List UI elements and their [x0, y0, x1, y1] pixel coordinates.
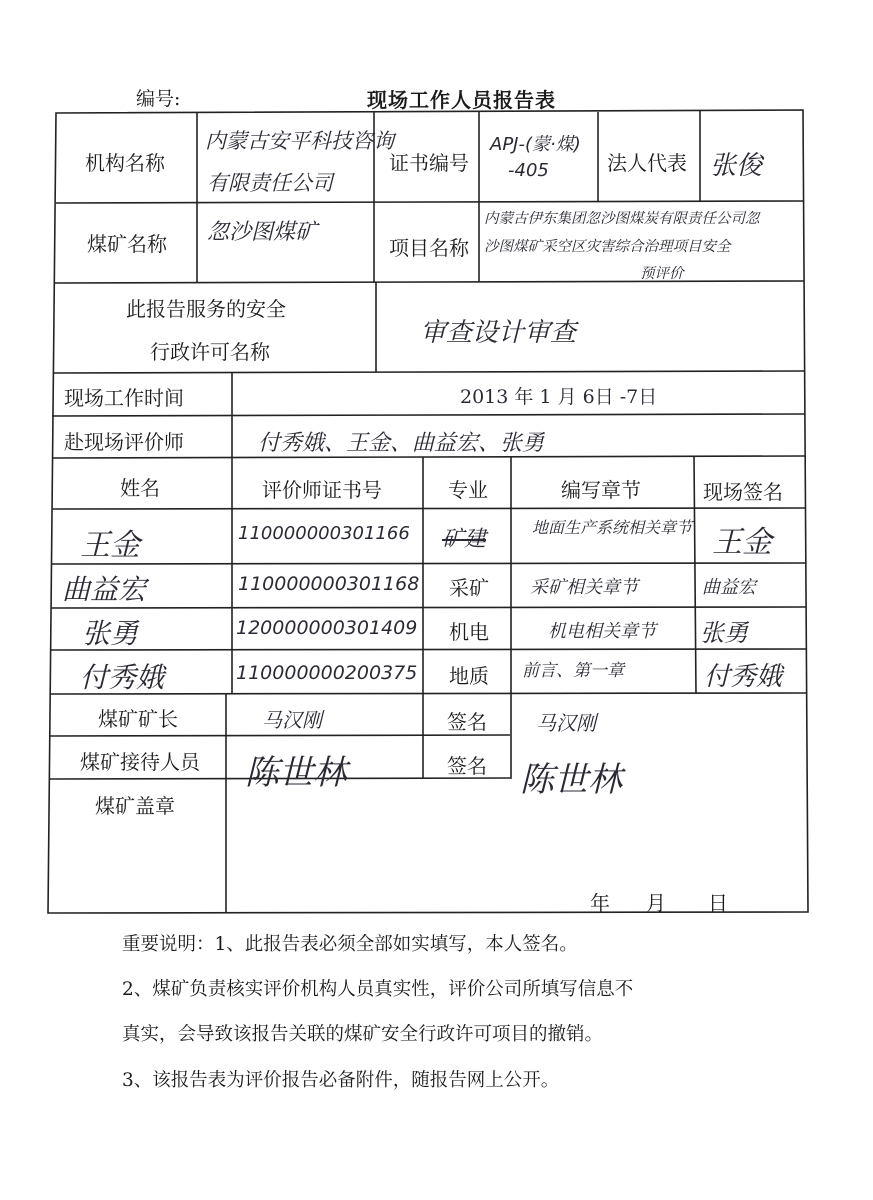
person-cert: 120000000301409: [236, 617, 418, 639]
permit-label-line1: 此报告服务的安全: [126, 297, 286, 321]
note-line-3: 真实，会导致该报告关联的煤矿安全行政许可项目的撤销。: [122, 1024, 604, 1045]
person-name: 王金: [80, 528, 140, 563]
org-name-value-line1: 内蒙古安平科技咨询: [205, 129, 394, 153]
permit-name-value: 审查设计审查: [420, 318, 577, 348]
person-signature: 张勇: [700, 619, 748, 647]
person-major: 机电: [449, 620, 489, 644]
col-sign-header: 现场签名: [703, 480, 783, 504]
person-major: 采矿: [449, 576, 489, 600]
receiver-sign-label: 签名: [447, 754, 487, 778]
person-signature: 王金: [712, 525, 772, 560]
person-signature: 付秀娥: [704, 662, 783, 692]
mine-head-sign-label: 签名: [447, 710, 487, 734]
mine-name-value: 忽沙图煤矿: [207, 220, 318, 245]
mine-name-label: 煤矿名称: [87, 232, 167, 256]
person-major: 矿建: [442, 527, 487, 552]
permit-label-line2: 行政许可名称: [150, 340, 270, 364]
mine-head-signature-2: 马汉刚: [536, 711, 596, 735]
date-month-label: 月: [646, 891, 666, 915]
person-chapter: 采矿相关章节: [530, 577, 638, 598]
form-number-label: 编号:: [136, 88, 181, 110]
project-name-value-line3: 预评价: [640, 266, 684, 282]
mine-receiver-label: 煤矿接待人员: [80, 750, 200, 774]
project-name-value-line2: 沙图煤矿采空区灾害综合治理项目安全: [484, 239, 731, 255]
note-line-1: 重要说明：1、此报告表必须全部如实填写，本人签名。: [122, 934, 578, 955]
person-cert: 110000000200375: [236, 662, 418, 684]
person-major: 地质: [449, 664, 489, 688]
col-chapter-header: 编写章节: [561, 478, 641, 502]
cert-no-label: 证书编号: [389, 151, 469, 175]
person-name: 张勇: [82, 617, 139, 650]
cert-no-value-line2: -405: [508, 160, 549, 181]
person-cert: 110000000301166: [238, 523, 410, 544]
col-cert-header: 评价师证书号: [262, 478, 382, 502]
person-name: 付秀娥: [80, 661, 165, 694]
mine-head-label: 煤矿矿长: [98, 707, 178, 731]
date-year-label: 年: [590, 891, 610, 915]
receiver-signature: 陈世林: [245, 753, 347, 793]
site-time-value: 2013 年 1 月 6日 -7日: [460, 386, 658, 408]
cert-no-value-line1: APJ-(蒙·煤): [490, 134, 581, 155]
person-cert: 110000000301168: [238, 573, 420, 595]
form-title: 现场工作人员报告表: [367, 88, 556, 112]
legal-rep-value: 张俊: [710, 151, 763, 181]
site-time-label: 现场工作时间: [64, 386, 184, 410]
note-line-2: 2、煤矿负责核实评价机构人员真实性，评价公司所填写信息不: [122, 979, 634, 1000]
note-line-4: 3、该报告表为评价报告必备附件，随报告网上公开。: [122, 1070, 560, 1091]
col-name-header: 姓名: [120, 476, 160, 500]
col-major-header: 专业: [448, 478, 488, 502]
mine-head-signature: 马汉刚: [262, 708, 322, 732]
mine-seal-label: 煤矿盖章: [95, 794, 175, 818]
person-chapter: 前言、第一章: [522, 661, 624, 681]
receiver-signature-2: 陈世林: [520, 760, 622, 800]
legal-rep-label: 法人代表: [607, 151, 687, 175]
assessors-value: 付秀娥、王金、曲益宏、张勇: [258, 431, 545, 456]
org-name-label: 机构名称: [85, 151, 165, 175]
person-chapter: 地面生产系统相关章节: [532, 518, 693, 537]
person-name: 曲益宏: [62, 573, 147, 606]
project-name-label: 项目名称: [389, 236, 469, 260]
project-name-value-line1: 内蒙古伊东集团忽沙图煤炭有限责任公司忽: [484, 211, 760, 227]
person-chapter: 机电相关章节: [548, 621, 656, 642]
date-day-label: 日: [708, 891, 728, 915]
org-name-value-line2: 有限责任公司: [207, 171, 333, 195]
person-signature: 曲益宏: [702, 577, 756, 598]
assessors-label: 赴现场评价师: [64, 430, 184, 454]
